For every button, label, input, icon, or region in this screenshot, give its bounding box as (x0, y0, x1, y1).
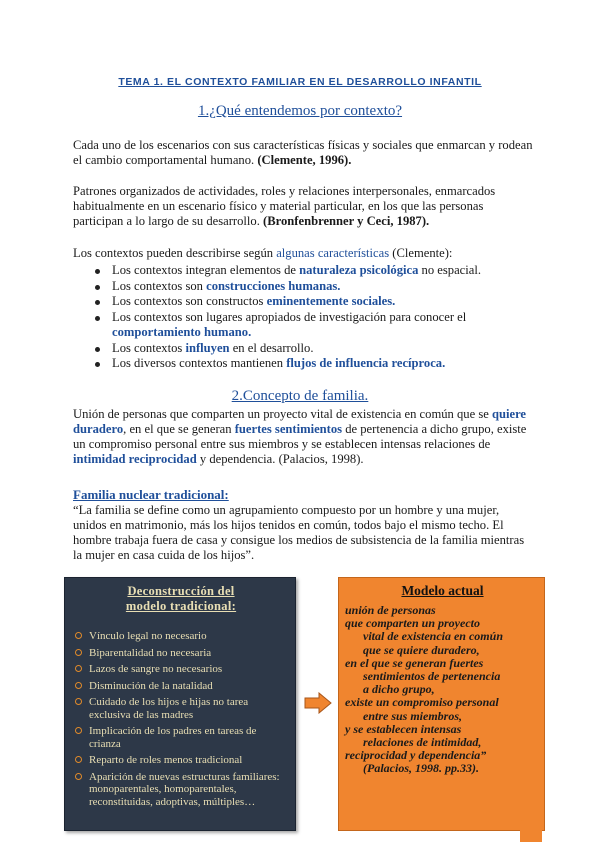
paragraph-text: Patrones organizados de actividades, roles y relaciones interpersonales, enmarcados habitualmente en un escenario físico y material particular, en los que las personas participan a lo largo de su desarrollo. (73, 184, 496, 228)
list-item: Los contextos son constructos eminentemente sociales. (95, 294, 535, 310)
paragraph-definicion-clemente (73, 138, 533, 168)
list-item: Los contextos integran elementos de naturaleza psicológica no espacial. (95, 263, 535, 279)
list-item: Disminución de la natalidad (75, 680, 290, 693)
arrow-right-icon (304, 692, 332, 714)
citation: (Clemente, 1996). (257, 153, 352, 167)
paragraph-text: Los contextos pueden describirse según (73, 246, 277, 260)
modelo-actual-box (338, 577, 545, 831)
modelo-actual-text: unión de personas que comparten un proyecto vital de existencia en común que se quiere duradero, en el que se generan fuertes sentimientos de pertenencia a dicho grupo, existe un compromiso personal entre sus miembros, y se establecen intensas relaciones de intimidad, reciprocidad y dependencia” (Palacios, 1998. pp.33). (345, 603, 503, 776)
list-item: Los contextos son lugares apropiados de investigación para conocer el comportamiento humano. (95, 310, 535, 341)
modelo-actual-title: Modelo actual (401, 583, 484, 598)
list-item: Reparto de roles menos tradicional (75, 754, 290, 767)
list-item: Implicación de los padres en tareas de crianza (75, 725, 290, 750)
list-item: Los contextos influyen en el desarrollo. (95, 341, 535, 357)
deconstruccion-list (75, 630, 290, 812)
deconstruccion-box (64, 577, 296, 831)
list-item: Los diversos contextos mantienen flujos de influencia recíproca. (95, 356, 535, 372)
list-item: Lazos de sangre no necesarios (75, 663, 290, 676)
paragraph-definicion-bronfenbrenner (73, 184, 533, 229)
subtitle-familia-nuclear: Familia nuclear tradicional: (73, 487, 229, 502)
paragraph-text: (Clemente): (389, 246, 453, 260)
section-title-familia: 2.Concepto de familia. (231, 388, 369, 404)
list-item: Vínculo legal no necesario (75, 630, 290, 643)
paragraph-familia-nuclear: “La familia se define como un agrupamiento compuesto por un hombre y una mujer, unidos en matrimonio, más los hijos tenidos en común, todos bajo el mismo techo. El hombre trabaja fuera de casa y consigue los medios de subsistencia de la familia mientras la mujer en casa cuida de los hijos”. (73, 503, 525, 562)
paragraph-concepto-familia: Unión de personas que comparten un proyecto vital de existencia en común que se quiere duradero, en el que se generan fuertes sentimientos de pertenencia a dicho grupo, existe un compromiso personal entre sus miembros y se establecen intensas relaciones de intimidad reciprocidad y dependencia. (Palacios, 1998). (73, 407, 527, 466)
link-caracteristicas[interactable]: algunas características (276, 246, 390, 260)
list-item: Cuidado de los hijos e hijas no tarea exclusiva de las madres (75, 696, 290, 721)
deconstruccion-title: Deconstrucción del modelo tradicional: (125, 584, 237, 613)
list-item: Los contextos son construcciones humanas. (95, 279, 535, 295)
section-title-contexto: 1.¿Qué entendemos por contexto? (197, 103, 403, 119)
document-heading: TEMA 1. EL CONTEXTO FAMILIAR EN EL DESARROLLO INFANTIL (118, 76, 482, 88)
paragraph-text: Cada uno de los escenarios con sus características físicas y sociales que enmarcan y rodean el cambio comportamental humano. (73, 138, 533, 167)
paragraph-caracteristicas (73, 246, 533, 261)
citation: (Bronfenbrenner y Ceci, 1987). (263, 214, 430, 228)
page-corner-decoration (520, 820, 542, 842)
caracteristicas-list (95, 263, 535, 372)
list-item: Biparentalidad no necesaria (75, 647, 290, 660)
list-item: Aparición de nuevas estructuras familiares: monoparentales, homoparentales, reconstituidas, adoptivas, múltiples… (75, 771, 290, 809)
